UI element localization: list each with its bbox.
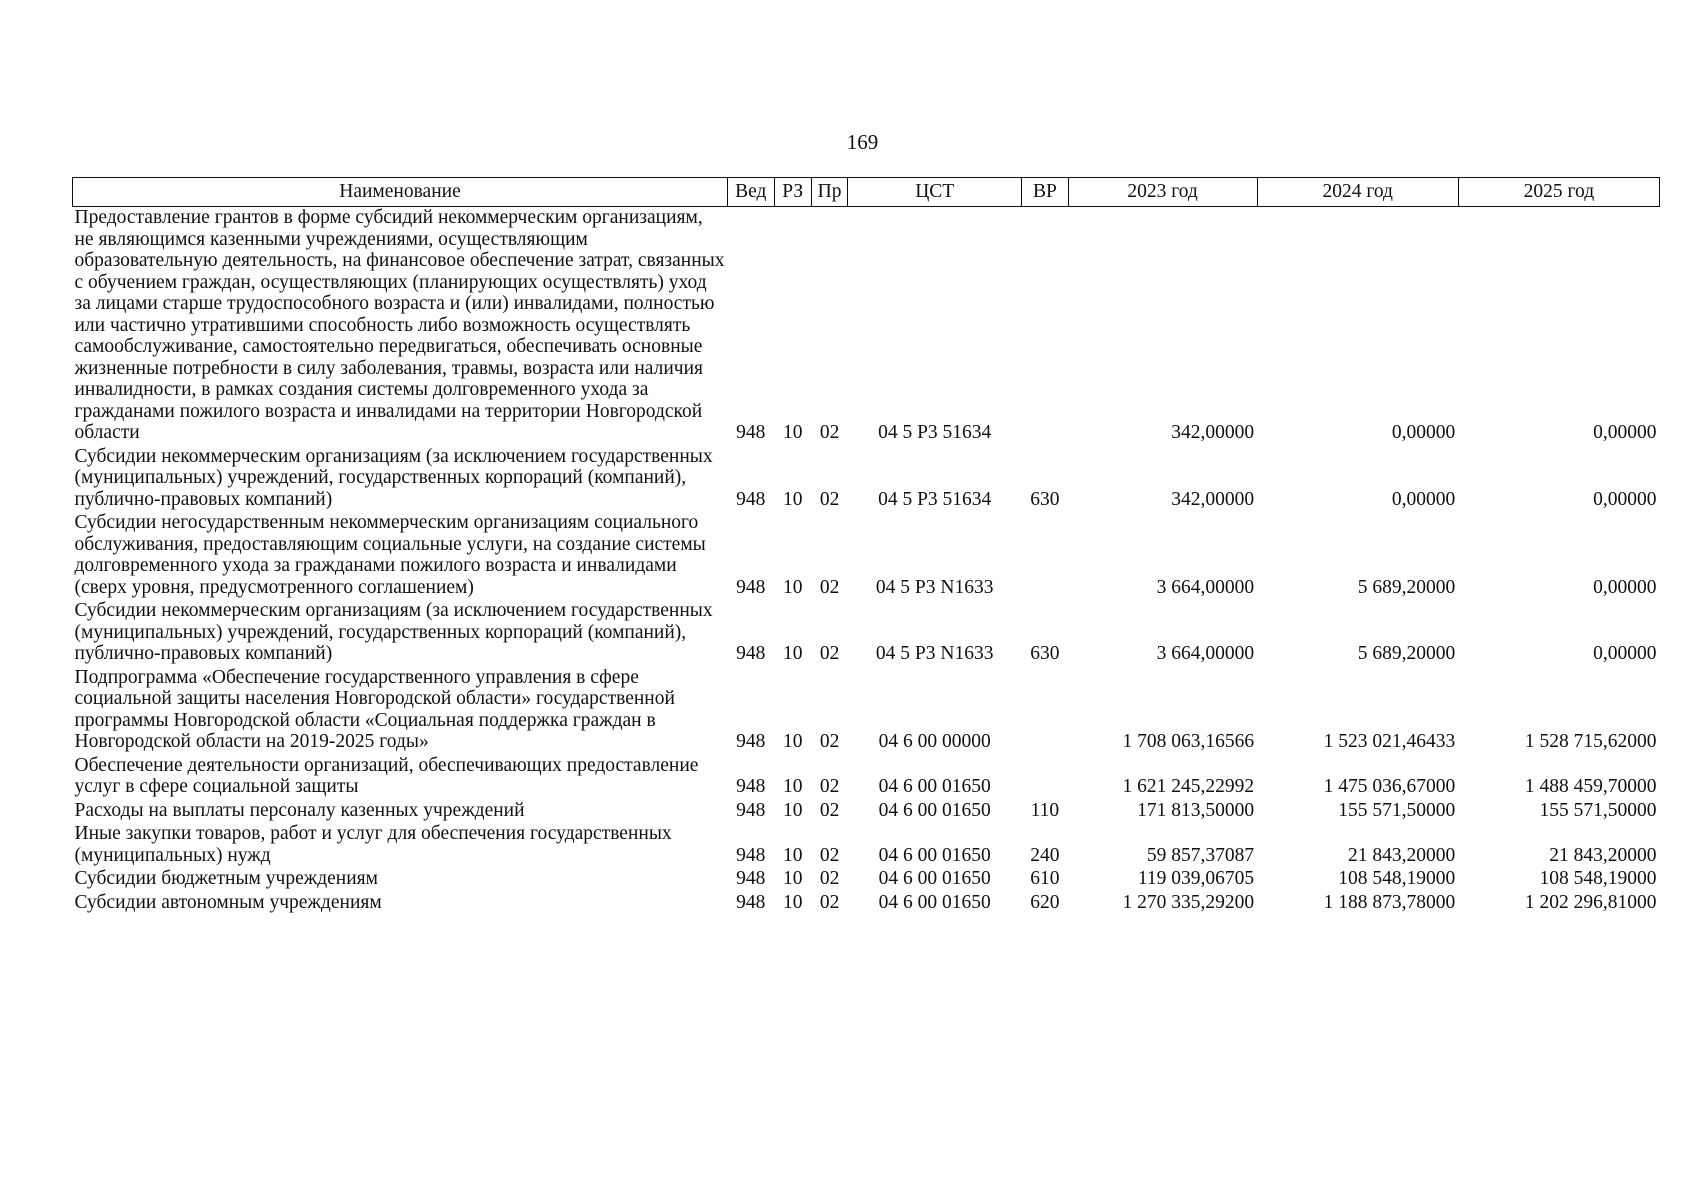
amount-2024-cell: 0,00000 — [1391, 488, 1456, 510]
cst-cell: 04 6 00 01650 — [878, 776, 991, 797]
row-name-cell: Субсидии бюджетным учреждениям — [74, 868, 378, 889]
amount-2025-cell: 21 843,20000 — [1549, 844, 1657, 866]
pr-cell: 02 — [819, 731, 840, 752]
cst-cell: 04 5 P3 N1633 — [875, 643, 994, 664]
column-header-pr: Пр — [811, 178, 847, 207]
amount-2023-cell: 171 813,50000 — [1137, 799, 1255, 821]
rz-cell: 10 — [782, 576, 803, 598]
table-body — [73, 207, 1660, 916]
rz-cell: 10 — [782, 776, 803, 797]
ved-cell: 948 — [736, 776, 766, 797]
cst-cell: 04 6 00 01650 — [878, 844, 991, 866]
table-row — [73, 800, 1660, 824]
row-name-cell: Подпрограмма «Обеспечение государственного управления в сфере социальной защиты населения Новгородской области» государственной программы Новгородской области «Социальная поддержка граждан в Новгородской области на 2019-2025 годы» — [74, 666, 675, 752]
amount-2025-cell: 0,00000 — [1593, 643, 1657, 664]
column-header-rz: РЗ — [774, 178, 811, 207]
amount-2025-cell: 1 528 715,62000 — [1524, 731, 1657, 752]
row-name-cell: Субсидии некоммерческим организациям (за исключением государственных (муниципальных) учреждений, государственных корпораций (компаний), публично-правовых компаний) — [74, 445, 713, 510]
amount-2024-cell: 108 548,19000 — [1338, 868, 1456, 889]
cst-cell: 04 6 00 01650 — [878, 891, 991, 913]
vr-cell — [1022, 512, 1068, 600]
amount-2025-cell: 0,00000 — [1593, 576, 1657, 598]
row-name-cell: Расходы на выплаты персоналу казенных учреждений — [74, 799, 525, 821]
row-name-cell: Обеспечение деятельности организаций, обеспечивающих предоставление услуг в сфере социальной защиты — [74, 754, 699, 797]
vr-cell — [1022, 755, 1068, 800]
amount-2023-cell: 342,00000 — [1171, 488, 1255, 510]
rz-cell: 10 — [782, 488, 803, 510]
pr-cell: 02 — [819, 776, 840, 797]
pr-cell: 02 — [819, 891, 840, 913]
amount-2025-cell: 0,00000 — [1593, 488, 1657, 510]
ved-cell: 948 — [736, 844, 766, 866]
rz-cell: 10 — [782, 844, 803, 866]
amount-2025-cell: 1 202 296,81000 — [1524, 891, 1657, 913]
table-row — [73, 512, 1660, 600]
amount-2025-cell: 108 548,19000 — [1539, 868, 1657, 889]
table-row — [73, 667, 1660, 755]
cst-cell: 04 6 00 01650 — [878, 799, 991, 821]
vr-cell: 620 — [1030, 891, 1060, 913]
pr-cell: 02 — [819, 799, 840, 821]
amount-2024-cell: 155 571,50000 — [1338, 799, 1456, 821]
rz-cell: 10 — [782, 643, 803, 664]
table-row — [73, 892, 1660, 916]
table-row — [73, 868, 1660, 892]
ved-cell: 948 — [736, 799, 766, 821]
amount-2023-cell: 3 664,00000 — [1156, 643, 1255, 664]
ved-cell: 948 — [736, 731, 766, 752]
vr-cell: 630 — [1030, 488, 1060, 510]
vr-cell — [1022, 667, 1068, 755]
amount-2023-cell: 1 270 335,29200 — [1122, 891, 1255, 913]
ved-cell: 948 — [736, 422, 766, 443]
row-name-cell: Субсидии негосударственным некоммерческим организациям социального обслуживания, предоставляющим социальные услуги, на создание системы долговременного ухода за гражданами пожилого возраста и инвалидами (сверх уровня, предусмотренного соглашением) — [74, 512, 706, 598]
vr-cell: 610 — [1030, 868, 1060, 889]
pr-cell: 02 — [819, 576, 840, 598]
amount-2023-cell: 3 664,00000 — [1156, 576, 1255, 598]
amount-2024-cell: 1 475 036,67000 — [1323, 776, 1456, 797]
rz-cell: 10 — [782, 731, 803, 752]
amount-2024-cell: 21 843,20000 — [1348, 844, 1456, 866]
amount-2025-cell: 155 571,50000 — [1539, 799, 1657, 821]
ved-cell: 948 — [736, 576, 766, 598]
pr-cell: 02 — [819, 422, 840, 443]
amount-2024-cell: 0,00000 — [1391, 422, 1456, 443]
vr-cell — [1022, 207, 1068, 446]
table-row — [73, 600, 1660, 667]
rz-cell: 10 — [782, 868, 803, 889]
cst-cell: 04 5 P3 51634 — [878, 422, 992, 443]
amount-2025-cell: 1 488 459,70000 — [1524, 776, 1657, 797]
cst-cell: 04 5 P3 N1633 — [875, 576, 994, 598]
ved-cell: 948 — [736, 488, 766, 510]
amount-2023-cell: 1 708 063,16566 — [1122, 731, 1255, 752]
amount-2024-cell: 5 689,20000 — [1357, 643, 1456, 664]
column-header-cst: ЦСТ — [848, 178, 1022, 207]
row-name-cell: Субсидии автономным учреждениям — [74, 891, 382, 913]
cst-cell: 04 6 00 00000 — [878, 731, 991, 752]
row-name-cell: Субсидии некоммерческим организациям (за исключением государственных (муниципальных) учреждений, государственных корпораций (компаний), публично-правовых компаний) — [74, 600, 713, 664]
vr-cell: 630 — [1030, 643, 1060, 664]
column-header-name: Наименование — [73, 178, 728, 207]
page-number: 169 — [846, 130, 879, 154]
row-name-cell: Предоставление грантов в форме субсидий некоммерческим организациям, не являющимся казенными учреждениями, осуществляющим образовательную деятельность, на финансовое обеспечение затрат, связанных с обучением граждан, осуществляющих (планирующих осуществлять) уход за лицами старше трудоспособного возраста и (или) инвалидами, полностью или частично утратившими способность либо возможность осуществлять самообслуживание, самостоятельно передвигаться, обеспечивать основные жизненные потребности в силу заболевания, травмы, возраста или наличия инвалидности, в рамках создания системы долговременного ухода за гражданами пожилого возраста и инвалидами на территории Новгородской области — [74, 207, 725, 443]
pr-cell: 02 — [819, 844, 840, 866]
rz-cell: 10 — [782, 891, 803, 913]
column-header-vr: ВР — [1022, 178, 1068, 207]
table-row — [73, 207, 1660, 446]
ved-cell: 948 — [736, 643, 766, 664]
column-header-2024: 2024 год — [1257, 178, 1458, 207]
column-header-ved: Вед — [728, 178, 774, 207]
amount-2023-cell: 342,00000 — [1171, 422, 1255, 443]
amount-2024-cell: 1 523 021,46433 — [1323, 731, 1456, 752]
amount-2024-cell: 5 689,20000 — [1357, 576, 1456, 598]
ved-cell: 948 — [736, 868, 766, 889]
amount-2024-cell: 1 188 873,78000 — [1323, 891, 1456, 913]
budget-table — [72, 177, 1660, 915]
cst-cell: 04 5 P3 51634 — [878, 488, 992, 510]
amount-2025-cell: 0,00000 — [1593, 422, 1657, 443]
pr-cell: 02 — [819, 488, 840, 510]
rz-cell: 10 — [782, 422, 803, 443]
amount-2023-cell: 119 039,06705 — [1137, 868, 1255, 889]
cst-cell: 04 6 00 01650 — [878, 868, 991, 889]
ved-cell: 948 — [736, 891, 766, 913]
vr-cell: 110 — [1030, 799, 1060, 821]
table-row — [73, 446, 1660, 513]
column-header-2025: 2025 год — [1458, 178, 1659, 207]
vr-cell: 240 — [1030, 844, 1060, 866]
amount-2023-cell: 59 857,37087 — [1146, 844, 1255, 866]
pr-cell: 02 — [819, 868, 840, 889]
row-name-cell: Иные закупки товаров, работ и услуг для обеспечения государственных (муниципальных) нужд — [74, 823, 672, 866]
pr-cell: 02 — [819, 643, 840, 664]
column-header-2023: 2023 год — [1068, 178, 1257, 207]
table-header-row — [73, 178, 1660, 207]
table-row — [73, 823, 1660, 868]
amount-2023-cell: 1 621 245,22992 — [1122, 776, 1255, 797]
rz-cell: 10 — [782, 799, 803, 821]
table-row — [73, 755, 1660, 800]
